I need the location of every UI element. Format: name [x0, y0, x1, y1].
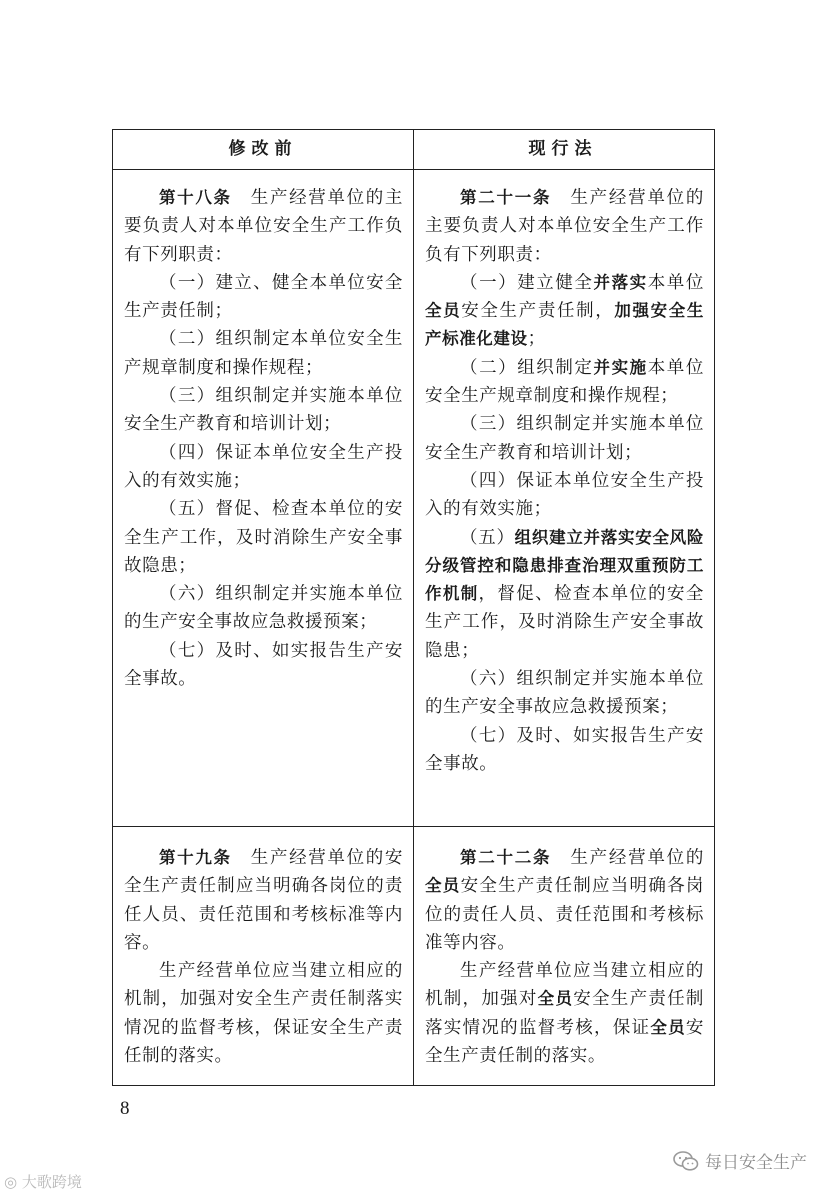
text: （一）建立、健全本单位安全生产责任制；	[124, 272, 403, 322]
text: （四）保证本单位安全生产投入的有效实施；	[425, 470, 704, 520]
paragraph	[425, 269, 704, 354]
paragraph	[124, 844, 403, 957]
text: 安全生产责任制，	[461, 301, 615, 322]
text: （六）组织制定并实施本单位的生产安全事故应急救援预案；	[124, 584, 403, 633]
paragraph	[425, 410, 704, 467]
text: ，督促、检查本单位的安全生产工作，及时消除生产安全事故隐患；	[425, 584, 704, 661]
text: 生产经营单位的主要负责人对本单位安全生产工作负有下列职责：	[425, 188, 704, 265]
row2-current-cell	[425, 844, 704, 1070]
bold-text: 全员	[425, 876, 461, 896]
row1-before-cell	[124, 184, 403, 693]
comparison-table	[112, 129, 715, 1086]
paragraph	[425, 957, 704, 1070]
bold-text: 全员	[425, 301, 462, 321]
row1-current-cell	[425, 184, 704, 778]
text: （六）组织制定并实施本单位的生产安全事故应急救援预案；	[425, 669, 704, 718]
paragraph	[425, 524, 704, 665]
bold-text: 加强安全生产标准化建设	[425, 301, 704, 349]
text: 安全生产责任制应当明确各岗位的责任人员、责任范围和考核标准等内容。	[425, 876, 704, 953]
bold-text: 第十九条	[159, 848, 232, 867]
watermark-right	[673, 1148, 807, 1173]
watermark-left	[4, 1171, 82, 1192]
text: （四）保证本单位安全生产投入的有效实施；	[124, 442, 403, 491]
column-divider	[413, 130, 414, 1085]
text: 生产经营单位应当建立相应的机制，加强对	[425, 961, 704, 1010]
paragraph	[425, 722, 704, 779]
bold-text: 全员	[650, 1017, 686, 1037]
wechat-icon	[673, 1150, 699, 1172]
text: 安全生产责任制的落实。	[425, 1017, 705, 1067]
bold-text: 全员	[537, 989, 574, 1009]
row2-before-cell	[124, 844, 403, 1070]
paragraph	[425, 184, 704, 269]
text: 安全生产责任制落实情况的监督考核，保证	[425, 989, 704, 1038]
paragraph	[124, 325, 403, 382]
bold-text: 组织建立并落实安全风险分级管控和隐患排查治理双重预防工作机制	[425, 527, 704, 604]
paragraph	[425, 354, 704, 411]
paragraph	[124, 382, 403, 439]
text: （一）建立健全	[460, 272, 594, 293]
paragraph	[124, 269, 403, 326]
paragraph	[425, 844, 704, 957]
text: ；	[527, 329, 546, 350]
paragraph	[425, 665, 704, 722]
bold-text: 第十八条	[159, 188, 232, 207]
watermark-left-text: 大歌跨境	[21, 1173, 82, 1191]
text: 生产经营单位应当建立相应的机制，加强对安全生产责任制落实情况的监督考核，保证安全生产责任制的落实。	[124, 961, 403, 1067]
paragraph	[124, 439, 403, 496]
text: 生产经营单位的	[551, 848, 704, 868]
text: （二）组织制定	[460, 357, 594, 378]
bold-text: 第二十一条	[460, 188, 552, 207]
text: 生产经营单位的主要负责人对本单位安全生产工作负有下列职责：	[124, 188, 403, 265]
bold-text: 并落实	[593, 272, 648, 292]
paragraph	[124, 637, 403, 694]
text: 本单位安全生产规章制度和操作规程；	[425, 357, 704, 407]
text: 生产经营单位的安全生产责任制应当明确各岗位的责任人员、责任范围和考核标准等内容。	[124, 848, 403, 953]
text: （七）及时、如实报告生产安全事故。	[425, 725, 704, 774]
paragraph	[124, 184, 403, 269]
text: （三）组织制定并实施本单位安全生产教育和培训计划；	[425, 414, 704, 463]
page-number: 8	[120, 1098, 130, 1119]
text: （五）督促、检查本单位的安全生产工作，及时消除生产安全事故隐患；	[124, 499, 403, 576]
row-divider	[113, 826, 714, 827]
paragraph	[124, 495, 403, 580]
paragraph	[425, 467, 704, 524]
text: （五）	[460, 527, 515, 548]
watermark-right-text: 每日安全生产	[705, 1153, 807, 1173]
bold-text: 并实施	[593, 357, 648, 377]
paragraph	[124, 580, 403, 637]
text: 本单位	[647, 272, 704, 293]
watermark-logo-icon: ◎	[4, 1173, 18, 1191]
paragraph	[124, 957, 403, 1070]
header-divider	[113, 169, 714, 170]
header-before: 修改前	[228, 139, 298, 159]
text: （七）及时、如实报告生产安全事故。	[124, 640, 403, 690]
bold-text: 第二十二条	[460, 848, 552, 867]
header-current: 现行法	[528, 139, 598, 159]
text: （三）组织制定并实施本单位安全生产教育和培训计划；	[124, 386, 403, 435]
text: （二）组织制定本单位安全生产规章制度和操作规程；	[124, 329, 403, 378]
